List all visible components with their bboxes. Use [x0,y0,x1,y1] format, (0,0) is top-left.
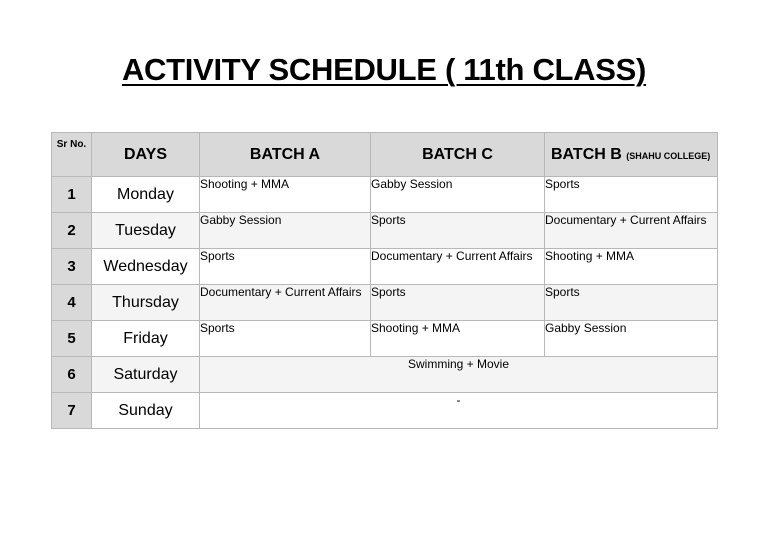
row-day: Sunday [92,393,200,429]
row-day: Saturday [92,357,200,393]
batch-b-activity: Sports [545,177,718,213]
table-row [52,357,718,393]
batch-a-activity: Sports [200,321,371,357]
table-row [52,177,718,213]
row-number: 4 [52,285,92,321]
header-sr-no: Sr No. [52,133,92,177]
header-batch-a: BATCH A [200,133,371,177]
header-batch-b-label: BATCH B [551,145,622,163]
row-day: Friday [92,321,200,357]
row-number: 1 [52,177,92,213]
batch-c-activity: Sports [371,285,545,321]
all-batches-activity: Swimming + Movie [200,357,718,393]
batch-b-activity: Shooting + MMA [545,249,718,285]
batch-c-activity: Documentary + Current Affairs [371,249,545,285]
table-row [52,249,718,285]
batch-a-activity: Sports [200,249,371,285]
batch-b-activity: Gabby Session [545,321,718,357]
batch-c-activity: Sports [371,213,545,249]
batch-c-activity: Shooting + MMA [371,321,545,357]
header-batch-b [545,133,718,177]
header-days: DAYS [92,133,200,177]
row-number: 2 [52,213,92,249]
header-row [52,133,718,177]
all-batches-activity: - [200,393,718,429]
schedule-table [51,132,718,429]
page-title: ACTIVITY SCHEDULE ( 11th CLASS) [121,52,647,87]
table-row [52,393,718,429]
row-number: 5 [52,321,92,357]
row-day: Monday [92,177,200,213]
batch-b-activity: Sports [545,285,718,321]
header-batch-b-note: (SHAHU COLLEGE) [626,150,711,161]
batch-a-activity: Gabby Session [200,213,371,249]
row-number: 6 [52,357,92,393]
batch-a-activity: Documentary + Current Affairs [200,285,371,321]
row-day: Wednesday [92,249,200,285]
table-row [52,213,718,249]
table-row [52,321,718,357]
batch-b-activity: Documentary + Current Affairs [545,213,718,249]
header-batch-c: BATCH C [371,133,545,177]
row-number: 7 [52,393,92,429]
table-row [52,285,718,321]
row-day: Tuesday [92,213,200,249]
batch-c-activity: Gabby Session [371,177,545,213]
row-day: Thursday [92,285,200,321]
batch-a-activity: Shooting + MMA [200,177,371,213]
row-number: 3 [52,249,92,285]
